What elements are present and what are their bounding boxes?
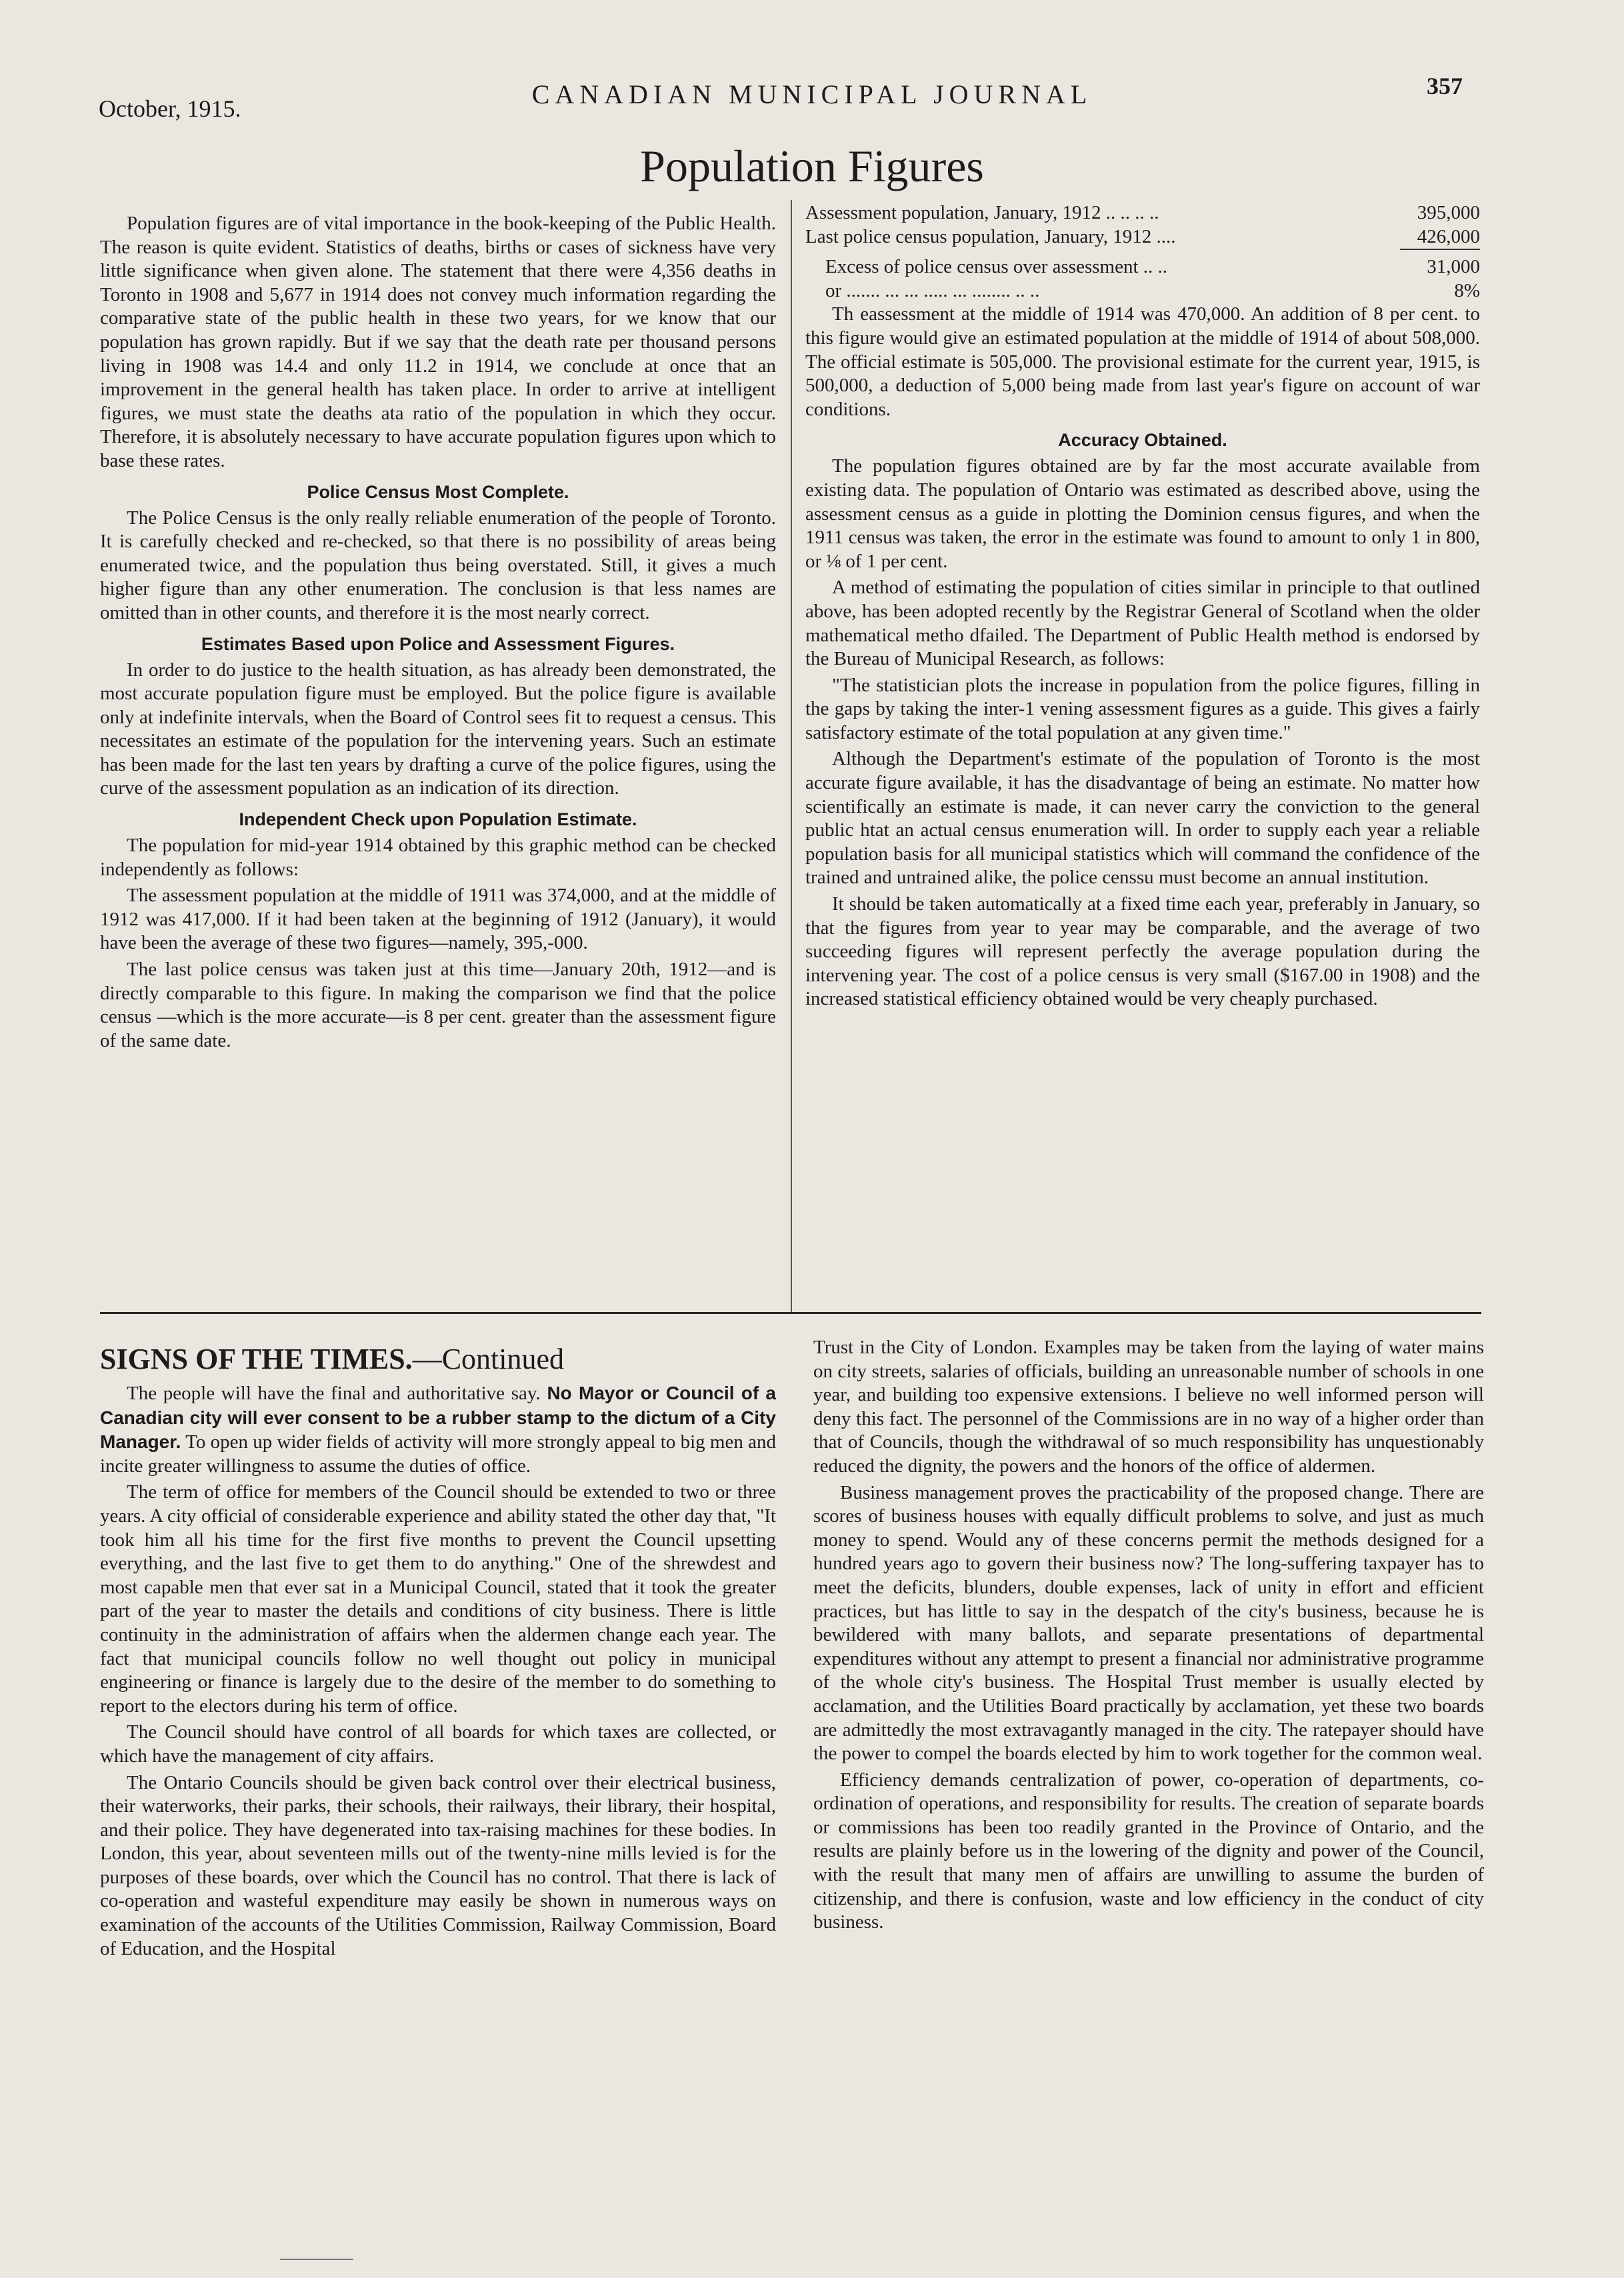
page-number: 357 bbox=[1427, 73, 1463, 99]
paragraph: Trust in the City of London. Examples may be taken from the laying of water mains on city streets, salaries of officials, building an unreasonable number of schools in one year, and building too expensive extensions. I believe no well informed person will deny this fact. The personnel of the Commissions are in no way of a higher order than that of Councils, though the withdrawal of so much responsibility has unquestionably reduced the dignity, the powers and the honors of the office of aldermen. bbox=[813, 1337, 1484, 1477]
paragraph: The Ontario Councils should be given back control over their electrical business, their waterworks, their parks, their schools, their railways, their library, their hospital, and their police. They have degenerated into tax-raising machines for these bodies. In London, this year, about seventeen mills out of the twenty-nine mills levied is for the purposes of these boards, over which the Council has no control. That there is lack of co-operation and wasteful expenditure may easily be shown in numerous ways on examination of the accounts of the Utilities Commission, Railway Commission, Board of Education, and the Hospital bbox=[100, 1771, 776, 1959]
subheading-estimates: Estimates Based upon Police and Assessment Figures. bbox=[201, 633, 675, 654]
sum-rule bbox=[1400, 249, 1480, 255]
subheading-independent-check: Independent Check upon Population Estimate. bbox=[239, 809, 637, 830]
paragraph: The last police census was taken just at this time—January 20th, 1912—and is directly comparable to this figure. In making the comparison we find that the police census —which is the more accurate—is 8 per cent. greater than the assessment figure of the same date. bbox=[100, 959, 776, 1051]
article-title: Population Figures bbox=[640, 141, 984, 191]
paragraph: Th eassessment at the middle of 1914 was 470,000. An addition of 8 per cent. to this figure would give an estimated population at the middle of 1914 of about 508,000. The official estimate is 505,000. The provisional estimate for the current year, 1915, is 500,000, a deduction of 5,000 being made from last year's figure on account of war conditions. bbox=[805, 303, 1480, 420]
column-divider bbox=[791, 200, 792, 1313]
stat-label: or ....... ... ... ..... ... ........ .. .. bbox=[825, 279, 1040, 301]
signs-title-continued: —Continued bbox=[412, 1343, 565, 1375]
paragraph: Efficiency demands centralization of power, co-operation of departments, co-ordination of operations, and responsibility for results. The creation of separate boards or commissions has been too readily granted in the Province of Ontario, and the results are plainly before us in the lowering of the dignity and power of the Council, with the result that many men of affairs are unwilling to assume the burden of citizenship, and there is confusion, waste and low efficiency in the conduct of city business. bbox=[813, 1769, 1484, 1933]
paragraph: It should be taken automatically at a fixed time each year, preferably in January, so that the figures from year to year may be comparable, and the average of two succeeding figures will represent perfectly the average population during the intervening year. The cost of a police census is very small ($167.00 in 1908) and the increased statistical efficiency obtained would be very cheaply purchased. bbox=[805, 893, 1480, 1010]
signs-title bbox=[100, 1341, 776, 1377]
paragraph: In order to do justice to the health situation, as has already been demonstrated, the most accurate population figure must be employed. But the police figure is available only at indefinite intervals, when the Board of Control sees fit to request a census. This necessitates an estimate of the population for the intervening years. Such an estimate has been made for the last ten years by drafting a curve of the police figures, using the curve of the assessment population as an indication of its direction. bbox=[100, 659, 776, 799]
end-mark bbox=[280, 2259, 353, 2260]
subheading-accuracy: Accuracy Obtained. bbox=[1058, 430, 1227, 451]
population-left-column bbox=[100, 212, 776, 1053]
issue-date: October, 1915. bbox=[99, 95, 241, 122]
paragraph: A method of estimating the population of cities similar in principle to that outlined above, has been adopted recently by the Registrar General of Scotland when the older mathematical metho dfailed. The Department of Public Health method is endorsed by the Bureau of Municipal Research, as follows: bbox=[805, 577, 1480, 670]
stat-value: 426,000 bbox=[1417, 225, 1480, 247]
paragraph: The population for mid-year 1914 obtained by this graphic method can be checked independently as follows: bbox=[100, 835, 776, 880]
signs-title-main: SIGNS OF THE TIMES. bbox=[100, 1343, 413, 1375]
paragraph: The assessment population at the middle of 1911 was 374,000, and at the middle of 1912 was 417,000. If it had been taken at the beginning of 1912 (January), it would have been the average of these two figures—namely, 395,-000. bbox=[100, 885, 776, 954]
stat-value: 395,000 bbox=[1417, 202, 1480, 223]
lead-text: The people will have the final and authoritative say. bbox=[127, 1383, 541, 1404]
section-divider bbox=[100, 1312, 1481, 1314]
paragraph: Business management proves the practicability of the proposed change. There are scores of business houses with equally difficult problems to solve, and just as much money to spend. Would any of these concerns permit the methods designed for a hundred years ago to govern their business now? The long-suffering taxpayer has to meet the deficits, blunders, double expenses, lack of unity in effort and efficient practices, but has little to say in the despatch of the city's business, because he is bewildered with many ballots, and separate presentations of departmental expenditures without any attempt to present a financial nor administrative programme of the whole city's business. The Hospital Trust member is usually elected by acclamation, and the Utilities Board practically by acclamation, yet these two boards are admittedly the most extravagantly managed in the city. The ratepayer should have the power to compel the boards elected by him to work together for the common weal. bbox=[813, 1481, 1484, 1765]
paragraph: The term of office for members of the Council should be extended to two or three years. A city official of considerable experience and ability stated the other day that, "It took him all his time for the first five months to prevent the Council upsetting everything, and the last five to get them to do anything." One of the shrewdest and most capable men that ever sat in a Municipal Council, stated that it took the greater part of the year to master the details and conditions of city business. There is little continuity in the administration of affairs when the aldermen change each year. The fact that municipal councils follow no well thought out policy in municipal engineering or finance is largely due to the desire of the member to do something to report to the electors during his term of office. bbox=[100, 1481, 776, 1717]
stat-row bbox=[805, 225, 1480, 249]
stat-label: Excess of police census over assessment .. .. bbox=[825, 256, 1168, 278]
stat-label: Last police census population, January, 1912 .... bbox=[805, 225, 1176, 247]
journal-title: CANADIAN MUNICIPAL JOURNAL bbox=[531, 79, 1093, 109]
stat-value: 8% bbox=[1454, 279, 1480, 301]
stat-label: Assessment population, January, 1912 .. .. .. .. bbox=[805, 202, 1159, 223]
bold-statement: No Mayor or Council of a Canadian city will ever consent to be a rubber stamp to the dictum of a City Manager. bbox=[100, 1383, 776, 1453]
paragraph: The Police Census is the only really reliable enumeration of the people of Toronto. It is carefully checked and re-checked, so that there is no possibility of areas being enumerated twice, and the population thus being overstated. Still, it gives a much higher figure than any other enumeration. The conclusion is that less names are omitted than in other counts, and therefore it is the most nearly correct. bbox=[100, 507, 776, 623]
stat-row bbox=[805, 255, 1480, 279]
intro-paragraph: Population figures are of vital importance in the book-keeping of the Public Health. The reason is quite evident. Statistics of deaths, births or cases of sickness have very little significance when given alone. The statement that there were 4,356 deaths in Toronto in 1908 and 5,677 in 1914 does not convey much information regarding the comparative state of the public health in these two years, for we know that our population has grown rapidly. But if we say that the death rate per thousand persons living in 1908 was 14.4 and only 11.2 in 1914, we conclude at once that an improvement in the general health has taken place. In order to arrive at intelligent figures, we must state the deaths ata ratio of the population in which they occur. Therefore, it is absolutely necessary to have accurate population figures upon which to base these rates. bbox=[100, 213, 776, 471]
paragraph: The Council should have control of all boards for which taxes are collected, or which have the management of city affairs. bbox=[100, 1721, 776, 1767]
paragraph bbox=[100, 1381, 776, 1478]
paragraph: Although the Department's estimate of the population of Toronto is the most accurate figure available, it has the disadvantage of being an estimate. No matter how scientifically an estimate is made, it can never carry the conviction to the general public htat an actual census enumeration will. In order to supply each year a reliable population basis for all municipal statistics which will command the confidence of the trained and untrained alike, the police censsu must become an annual institution. bbox=[805, 748, 1480, 889]
paragraph: The population figures obtained are by far the most accurate available from existing data. The population of Ontario was estimated as described above, using the assessment census as a guide in plotting the Dominion census figures, and when the 1911 census was taken, the error in the estimate was found to amount to only 1 in 800, or ⅛ of 1 per cent. bbox=[805, 455, 1480, 572]
lead-text-end: To open up wider fields of activity will more strongly appeal to big men and incite greater willingness to assume the duties of office. bbox=[100, 1431, 776, 1477]
population-right-column bbox=[805, 201, 1480, 1011]
signs-left-column bbox=[100, 1341, 776, 1961]
stat-row bbox=[805, 279, 1480, 303]
signs-right-column bbox=[813, 1336, 1484, 1935]
stat-row bbox=[805, 201, 1480, 225]
stat-value: 31,000 bbox=[1427, 256, 1480, 278]
subheading-police-census: Police Census Most Complete. bbox=[307, 481, 569, 502]
quote-paragraph: "The statistician plots the increase in population from the police figures, filling in the gaps by taking the inter-1 vening assessment figures as a guide. This gives a fairly satisfactory estimate of the total population at any given time." bbox=[805, 674, 1480, 743]
